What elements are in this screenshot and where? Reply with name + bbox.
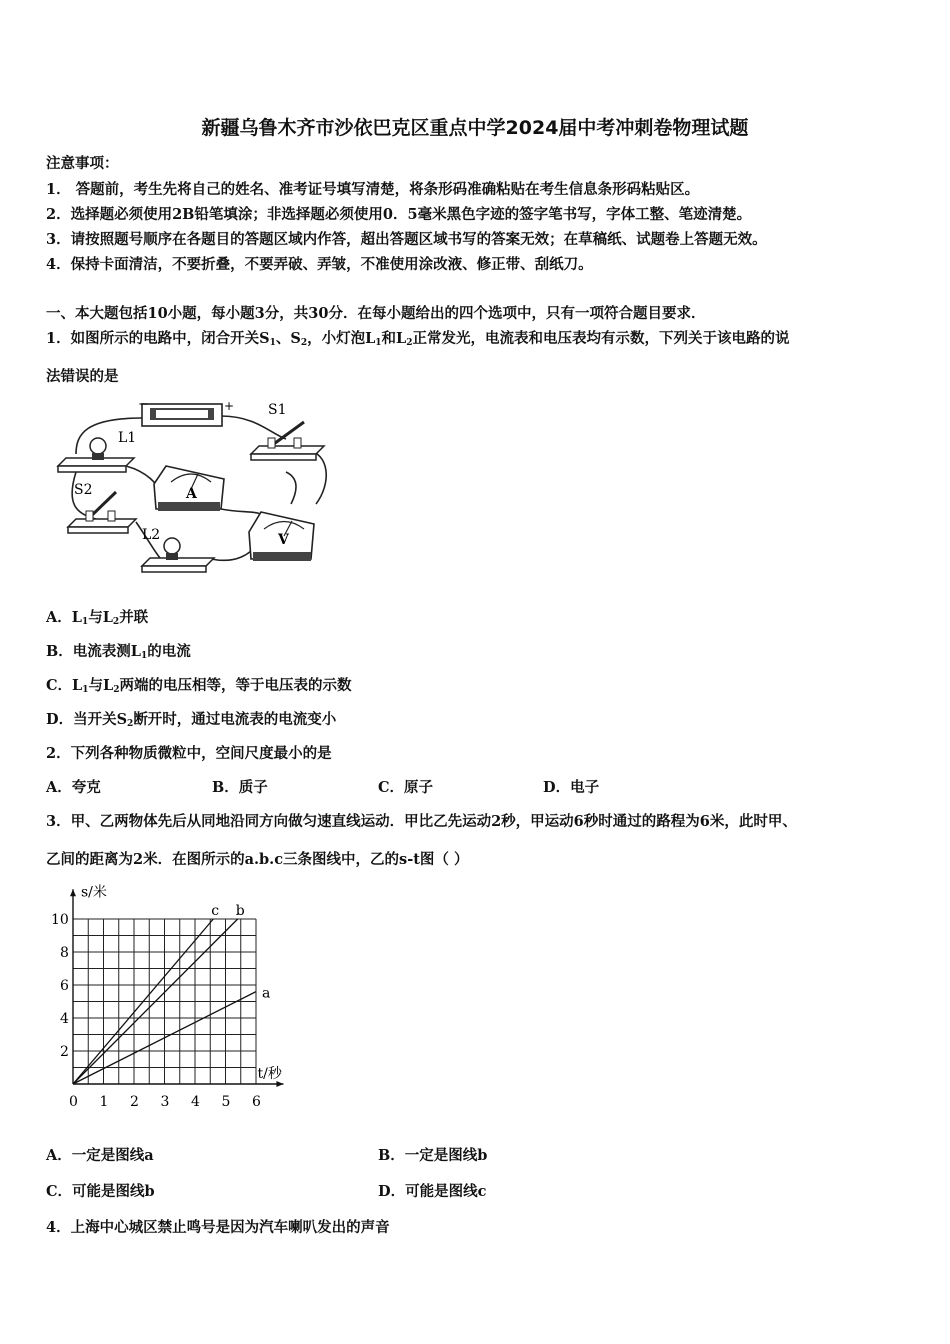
option-text: D．当开关S: [46, 711, 128, 728]
q1-stem: [46, 327, 790, 348]
option-text: B．电流表测L: [46, 643, 141, 660]
lamp-l2-icon: [142, 527, 214, 572]
q1-stem-text: 1．如图所示的电路中，闭合开关S: [46, 330, 270, 347]
q1-stem-text: 和L: [381, 330, 407, 347]
q2-option-d[interactable]: D．电子: [543, 779, 600, 796]
x-tick-label: 2: [130, 1094, 139, 1110]
ammeter-icon: [154, 466, 224, 511]
q3-option-c[interactable]: C．可能是图线b: [46, 1183, 155, 1200]
subscript: 1: [140, 651, 148, 661]
q1-option-a[interactable]: [46, 606, 148, 627]
option-text: 并联: [119, 609, 149, 626]
q4-stem: 4．上海中心城区禁止鸣号是因为汽车喇叭发出的声音: [46, 1219, 390, 1236]
q1-option-b[interactable]: [46, 640, 191, 661]
option-text: 的电流: [147, 643, 191, 660]
option-text: 与L: [88, 609, 113, 626]
q1-stem-text: ，小灯泡L: [307, 330, 376, 347]
subscript: 2: [300, 338, 308, 348]
x-tick-label: 5: [221, 1094, 231, 1110]
q2-stem: 2．下列各种物质微粒中，空间尺度最小的是: [46, 745, 332, 762]
battery-minus: −: [138, 397, 149, 412]
notice-heading: 注意事项：: [46, 155, 119, 172]
q1-stem-line2: 法错误的是: [46, 368, 119, 385]
option-text: 断开时，通过电流表的电流变小: [133, 711, 337, 728]
q3-option-d[interactable]: D．可能是图线c: [378, 1183, 487, 1200]
subscript: 1: [375, 338, 382, 348]
x-axis-label: t/秒: [257, 1066, 282, 1082]
subscript: 2: [113, 685, 120, 695]
q3-stem: 3．甲、乙两物体先后从同地沿同方向做匀速直线运动．甲比乙先运动2秒，甲运动6秒时通过的路程为6米，此时甲、: [46, 813, 797, 830]
y-tick-label: 2: [60, 1044, 69, 1060]
subscript: 2: [112, 617, 120, 627]
q3-option-b[interactable]: B．一定是图线b: [378, 1147, 488, 1164]
x-tick-label: 1: [99, 1094, 109, 1110]
battery-plus: +: [224, 399, 235, 413]
option-text: 两端的电压相等，等于电压表的示数: [119, 677, 352, 694]
series-label-a: a: [262, 985, 271, 1002]
q2-option-c[interactable]: C．原子: [378, 779, 434, 796]
y-axis-arrow: [70, 889, 76, 896]
q2-option-a[interactable]: A．夸克: [46, 779, 101, 796]
q1-stem-text: 正常发光，电流表和电压表均有示数，下列关于该电路的说: [412, 330, 790, 347]
series-label-b: b: [235, 903, 245, 919]
q3-option-a[interactable]: A．一定是图线a: [46, 1147, 154, 1164]
voltmeter-icon: [249, 512, 314, 561]
subscript: 1: [269, 338, 276, 348]
x-tick-label: 0: [69, 1094, 78, 1110]
x-tick-label: 4: [191, 1094, 200, 1110]
q1-stem-text: 、S: [275, 330, 301, 347]
x-tick-label: 3: [160, 1094, 170, 1110]
page-title: 新疆乌鲁木齐市沙依巴克区重点中学2024届中考冲刺卷物理试题: [201, 117, 749, 139]
option-text: A．L: [46, 609, 82, 626]
switch-s1-icon: [251, 402, 324, 460]
subscript: 2: [406, 338, 413, 348]
subscript: 2: [127, 719, 134, 729]
option-text: 与L: [88, 677, 114, 694]
q1-option-c[interactable]: [46, 674, 351, 695]
series-label-c: c: [211, 903, 220, 919]
y-tick-label: 6: [60, 978, 69, 994]
y-axis-label: s/米: [81, 884, 107, 901]
option-text: C．L: [46, 677, 83, 694]
notice-item: 2．选择题必须使用2B铅笔填涂；非选择题必须使用0．5毫米黑色字迹的签字笔书写，字体工整、笔迹清楚。: [46, 206, 752, 223]
label-s2: S2: [74, 482, 93, 498]
notice-item: 3．请按照题号顺序在各题目的答题区域内作答，超出答题区域书写的答案无效；在草稿纸、试题卷上答题无效。: [46, 231, 767, 248]
switch-s2-icon: [68, 482, 136, 533]
notice-item: 4．保持卡面清洁，不要折叠，不要弄破、弄皱，不准使用涂改液、修正带、刮纸刀。: [46, 256, 593, 273]
x-tick-label: 6: [252, 1094, 261, 1110]
st-graph: [40, 884, 290, 1114]
label-ammeter: A: [186, 486, 197, 502]
lamp-l1-icon: [58, 430, 136, 472]
circuit-diagram: [46, 394, 336, 579]
label-l2: L2: [142, 527, 161, 543]
label-s1: S1: [268, 402, 287, 418]
y-tick-label: 4: [60, 1011, 69, 1027]
label-voltmeter: V: [278, 532, 289, 548]
subscript: 1: [81, 617, 89, 627]
y-tick-label: 10: [51, 912, 69, 928]
subscript: 1: [82, 685, 89, 695]
q3-stem-line2: 乙间的距离为2米．在图所示的a.b.c三条图线中，乙的s-t图（ ）: [46, 851, 469, 868]
section-heading: 一、本大题包括10小题，每小题3分，共30分．在每小题给出的四个选项中，只有一项符合题目要求．: [46, 305, 706, 322]
q2-option-b[interactable]: B．质子: [212, 779, 268, 796]
y-tick-label: 8: [60, 945, 69, 961]
battery-icon: [138, 397, 234, 426]
label-l1: L1: [118, 430, 137, 446]
q1-option-d[interactable]: [46, 708, 336, 729]
notice-item: 1． 答题前，考生先将自己的姓名、准考证号填写清楚，将条形码准确粘贴在考生信息条形码粘贴区。: [46, 181, 700, 198]
